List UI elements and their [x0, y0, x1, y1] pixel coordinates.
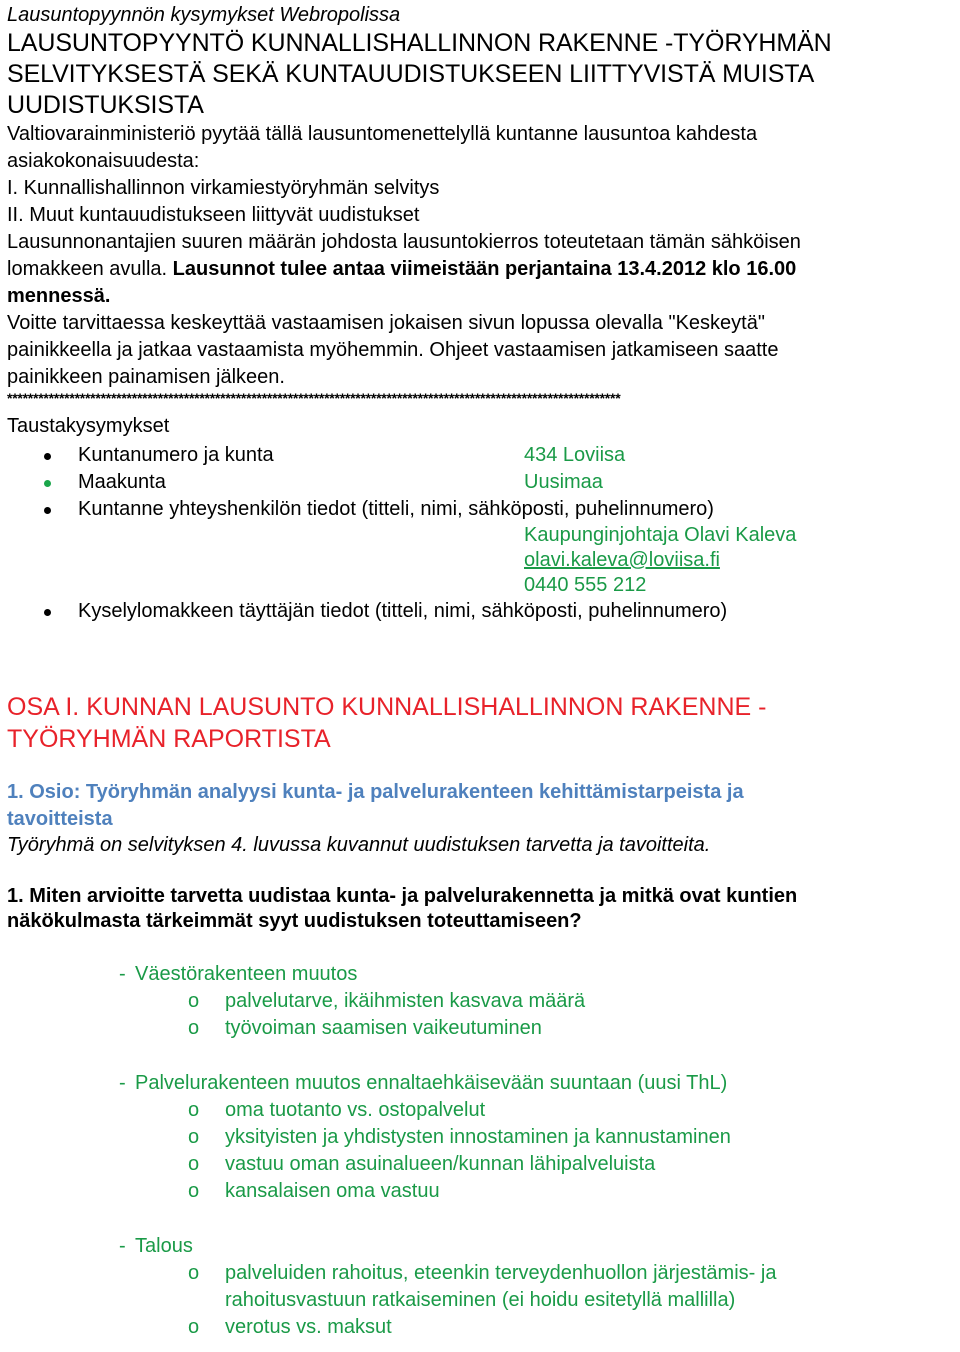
sub-marker: o: [188, 1316, 200, 1338]
answer-text: [7, 961, 957, 1341]
answer-item-text: verotus vs. maksut: [225, 1316, 392, 1338]
region-label: Maakunta: [78, 471, 166, 493]
title-line: SELVITYKSESTÄ SEKÄ KUNTAUUDISTUKSEEN LIITTYVISTÄ MUISTA: [7, 60, 815, 88]
intro-line: Valtiovarainministeriö pyytää tällä lausuntomenettelyllä kuntanne lausuntoa kahdesta: [7, 123, 758, 145]
answer-group: [7, 1070, 957, 1097]
bullet-icon: [44, 507, 51, 514]
intro-deadline-line: [7, 256, 957, 283]
sub-marker: o: [188, 1153, 200, 1175]
intro-section: [7, 121, 957, 391]
contact-email-link[interactable]: olavi.kaleva@loviisa.fi: [524, 549, 720, 571]
answer-item: [7, 988, 957, 1015]
sub-marker: o: [188, 1017, 200, 1039]
intro-item: II. Muut kuntauudistukseen liittyvät uudistukset: [7, 204, 420, 226]
section-heading-line: tavoitteista: [7, 808, 113, 830]
list-item: [7, 442, 957, 469]
title-line: LAUSUNTOPYYNTÖ KUNNALLISHALLINNON RAKENNE -TYÖRYHMÄN: [7, 29, 832, 57]
contact-answer: [524, 523, 957, 598]
intro-line: painikkeella ja jatkaa vastaamista myöhemmin. Ohjeet vastaamisen jatkamiseen saatte: [7, 339, 779, 361]
bullet-icon: [44, 609, 51, 616]
question-line: 1. Miten arvioitte tarvetta uudistaa kunta- ja palvelurakennetta ja mitkä ovat kuntien: [7, 885, 798, 907]
list-item: [7, 469, 957, 496]
question: [7, 884, 957, 934]
document-page: [7, 0, 957, 1341]
part-heading-line: TYÖRYHMÄN RAPORTISTA: [7, 725, 331, 753]
answer-group-title: Talous: [135, 1235, 193, 1257]
bullet-icon: [44, 453, 51, 460]
answer-group: [7, 1233, 957, 1260]
sub-marker: o: [188, 1126, 200, 1148]
list-item: [7, 496, 957, 523]
intro-text: lomakkeen avulla.: [7, 258, 168, 280]
intro-line: Lausunnonantajien suuren määrän johdosta lausuntokierros toteutetaan tämän sähköisen: [7, 231, 801, 253]
answer-item-text: yksityisten ja yhdistysten innostaminen ja kannustaminen: [225, 1126, 731, 1148]
deadline-text: mennessä.: [7, 285, 111, 307]
answer-item-text: kansalaisen oma vastuu: [225, 1180, 440, 1202]
contact-label: Kuntanne yhteyshenkilön tiedot (titteli, nimi, sähköposti, puhelinnumero): [78, 498, 714, 520]
answer-group-title: Väestörakenteen muutos: [135, 963, 358, 985]
title-line: UUDISTUKSISTA: [7, 91, 204, 119]
document-subtitle: Lausuntopyynnön kysymykset Webropolissa: [7, 4, 401, 26]
answer-item: [7, 1314, 957, 1341]
intro-line: painikkeen painamisen jälkeen.: [7, 366, 285, 388]
answer-item-text: työvoiman saamisen vaikeutuminen: [225, 1017, 542, 1039]
dash-marker: -: [119, 1235, 126, 1257]
answer-item: [7, 1124, 957, 1151]
section-note: Työryhmä on selvityksen 4. luvussa kuvannut uudistuksen tarvetta ja tavoitteita.: [7, 834, 711, 856]
answer-item: [7, 1015, 957, 1042]
intro-line: asiakokonaisuudesta:: [7, 150, 200, 172]
answer-item-text: palveluiden rahoitus, eteenkin terveydenhuollon järjestämis- ja: [225, 1262, 777, 1284]
part-heading-line: OSA I. KUNNAN LAUSUNTO KUNNALLISHALLINNON RAKENNE -: [7, 693, 767, 721]
bullet-icon: [44, 480, 51, 487]
sub-marker: o: [188, 1180, 200, 1202]
answer-group-title: Palvelurakenteen muutos ennaltaehkäisevään suuntaan (uusi ThL): [135, 1072, 728, 1094]
question-line: näkökulmasta tärkeimmät syyt uudistuksen toteuttamiseen?: [7, 910, 582, 932]
background-list: [7, 598, 957, 625]
sub-marker: o: [188, 1262, 200, 1284]
section-heading: [7, 779, 957, 833]
answer-item-text: oma tuotanto vs. ostopalvelut: [225, 1099, 486, 1121]
contact-name: Kaupunginjohtaja Olavi Kaleva: [524, 524, 797, 546]
sub-marker: o: [188, 1099, 200, 1121]
answer-item: [7, 1260, 957, 1314]
answer-item-text: vastuu oman asuinalueen/kunnan lähipalveluista: [225, 1153, 656, 1175]
answer-item: [7, 1097, 957, 1124]
municipality-value: 434 Loviisa: [524, 444, 626, 466]
answer-item: [7, 1151, 957, 1178]
deadline-text: Lausunnot tulee antaa viimeistään perjantaina 13.4.2012 klo 16.00: [172, 258, 797, 280]
sub-marker: o: [188, 990, 200, 1012]
dash-marker: -: [119, 963, 126, 985]
intro-line: Voitte tarvittaessa keskeyttää vastaamisen jokaisen sivun lopussa olevalla "Keskeytä": [7, 312, 765, 334]
answer-group: [7, 961, 957, 988]
part-heading: [7, 691, 957, 755]
municipality-label: Kuntanumero ja kunta: [78, 444, 274, 466]
intro-item: I. Kunnallishallinnon virkamiestyöryhmän selvitys: [7, 177, 440, 199]
answer-item-text: palvelutarve, ikäihmisten kasvava määrä: [225, 990, 586, 1012]
separator-line: **********************************************************************************************************************: [7, 390, 621, 406]
contact-phone: 0440 555 212: [524, 574, 647, 596]
list-item: [7, 598, 957, 625]
background-list: [7, 442, 957, 523]
region-value: Uusimaa: [524, 471, 603, 493]
section-heading-line: 1. Osio: Työryhmän analyysi kunta- ja palvelurakenteen kehittämistarpeista ja: [7, 781, 744, 803]
answer-item: [7, 1178, 957, 1205]
document-title: [7, 28, 957, 121]
filler-label: Kyselylomakkeen täyttäjän tiedot (titteli, nimi, sähköposti, puhelinnumero): [78, 600, 728, 622]
background-heading: Taustakysymykset: [7, 415, 170, 437]
answer-item-text: rahoitusvastuun ratkaiseminen (ei hoidu esitetyllä mallilla): [225, 1289, 736, 1311]
dash-marker: -: [119, 1072, 126, 1094]
